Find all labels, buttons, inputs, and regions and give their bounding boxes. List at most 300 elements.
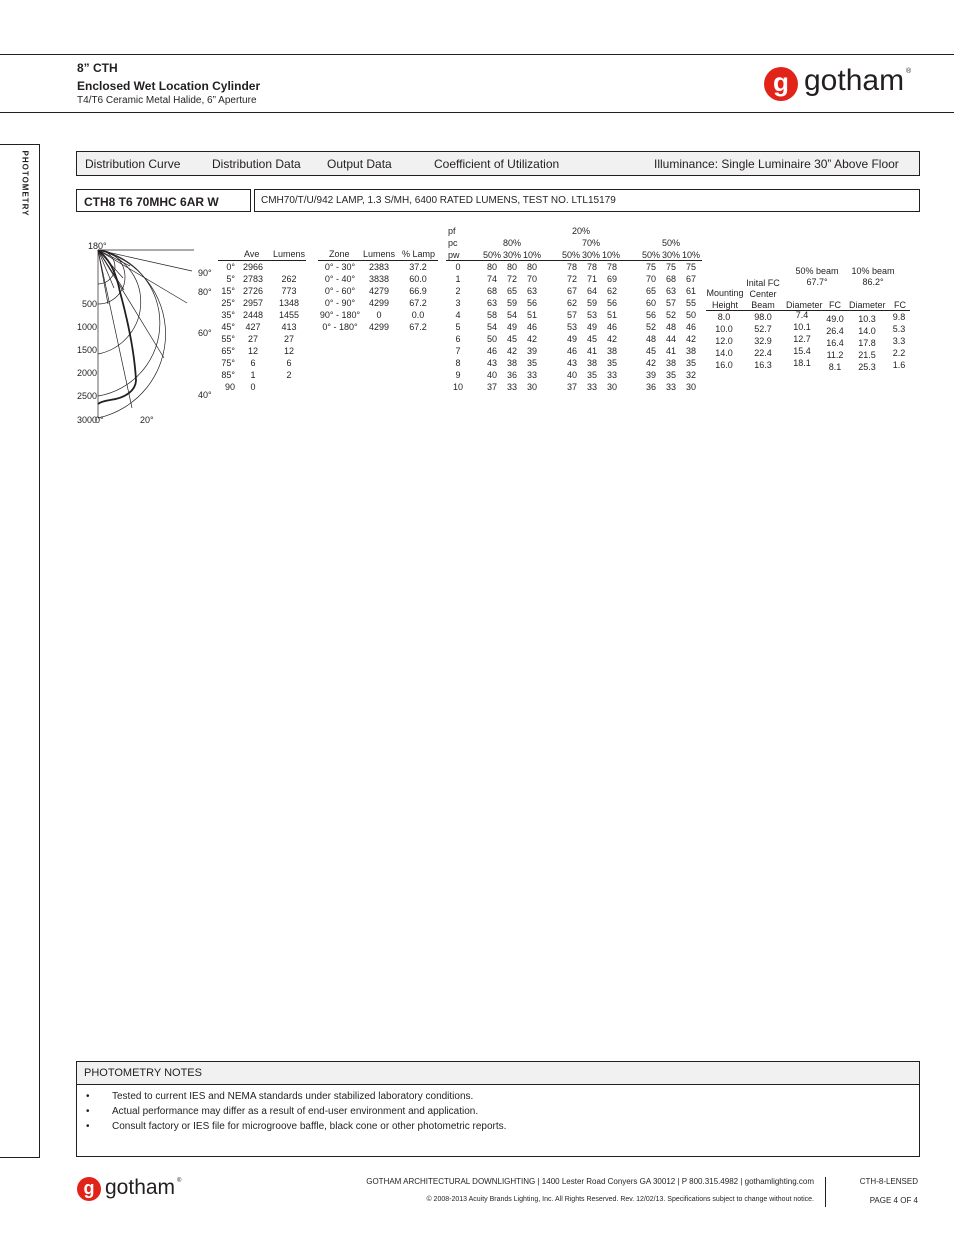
illum-col-fc10 (886, 311, 912, 371)
polar-candela-curve (98, 250, 136, 404)
cu-value: 35 (685, 358, 696, 368)
output-lumens: 4279 (368, 286, 390, 296)
cu-g2-c10 (602, 261, 622, 393)
cu-value: 75 (645, 262, 656, 272)
illum-d10: 25.3 (858, 362, 876, 372)
cu-rcr: 7 (455, 346, 461, 356)
illum-sub-fc-10: FC (894, 300, 906, 310)
output-lumens: 2383 (368, 262, 390, 272)
dist-ave: 427 (245, 322, 261, 332)
output-zone: 0° - 40° (324, 274, 356, 284)
cu-value: 42 (526, 334, 537, 344)
cu-value: 33 (506, 382, 517, 392)
dist-angle: 35° (221, 310, 235, 320)
cu-value: 35 (606, 358, 617, 368)
polar-radial-1000: 1000 (76, 322, 97, 332)
cu-value: 42 (685, 334, 696, 344)
cu-value: 39 (645, 370, 656, 380)
dist-col-angle (215, 261, 235, 393)
cu-rcr: 3 (455, 298, 461, 308)
polar-ring-2500 (98, 250, 166, 418)
cu-label-pc: pc (448, 238, 458, 248)
cu-value: 67 (566, 286, 577, 296)
cu-value: 53 (586, 310, 597, 320)
cu-value: 38 (685, 346, 696, 356)
illum-d10: 14.0 (858, 326, 876, 336)
footer-divider (825, 1177, 826, 1207)
illum-sub-fc-50: FC (829, 300, 841, 310)
dist-angle: 5° (226, 274, 235, 284)
dist-angle: 25° (221, 298, 235, 308)
cu-value: 49 (586, 322, 597, 332)
catalog-number: CTH8 T6 70MHC 6AR W (84, 195, 219, 209)
cu-g1-c50 (482, 261, 502, 393)
illum-fc50: 49.0 (826, 314, 844, 324)
cu-pw-g1-30: 30% (503, 250, 522, 260)
cu-value: 57 (566, 310, 577, 320)
cu-value: 38 (665, 358, 676, 368)
side-rule (39, 144, 40, 1157)
illum-d50: 18.1 (793, 358, 811, 368)
illum-fc10: 9.8 (892, 312, 906, 322)
cu-value: 51 (526, 310, 537, 320)
cu-value: 71 (586, 274, 597, 284)
cu-value: 42 (606, 334, 617, 344)
polar-radial-500: 500 (81, 299, 97, 309)
cu-g3-c30 (661, 261, 681, 393)
illum-height: 10.0 (715, 324, 733, 334)
cu-value: 45 (645, 346, 656, 356)
dist-ave: 2966 (242, 262, 264, 272)
illum-initial-fc: 16.3 (754, 360, 772, 370)
cu-value: 35 (665, 370, 676, 380)
cu-value: 64 (586, 286, 597, 296)
footer-brand-reg: ® (177, 1178, 182, 1184)
cu-value: 59 (506, 298, 517, 308)
cu-rcr: 8 (455, 358, 461, 368)
illum-d50: 10.1 (793, 322, 811, 332)
output-pct: 67.2 (409, 298, 427, 308)
illum-height: 16.0 (715, 360, 733, 370)
illum-header-initial-2: Center (749, 289, 777, 299)
header-logo (764, 64, 914, 102)
dist-angle: 85° (221, 370, 235, 380)
lamp-info-box (254, 189, 920, 212)
cu-value: 52 (665, 310, 676, 320)
tab-distribution-curve[interactable]: Distribution Curve (85, 157, 181, 171)
product-size: 8” CTH (77, 61, 118, 75)
cu-value: 40 (566, 370, 577, 380)
cu-rcr: 6 (455, 334, 461, 344)
cu-pc-70: 70% (582, 238, 601, 248)
cu-rcr: 0 (455, 262, 461, 272)
illum-d10: 10.3 (858, 314, 876, 324)
cu-g1-c10 (522, 261, 542, 393)
footer-copyright: © 2008-2013 Acuity Brands Lighting, Inc. All Rights Reserved. Rev. 12/02/13. Specifications subject to change without notice. (426, 1196, 814, 1203)
cu-g1-c30 (502, 261, 522, 393)
notes-box (76, 1061, 920, 1157)
dist-lumens: 12 (283, 346, 294, 356)
dist-angle: 90 (224, 382, 235, 392)
cu-value: 38 (586, 358, 597, 368)
dist-ave: 0 (250, 382, 256, 392)
polar-radial-1500: 1500 (76, 345, 97, 355)
illum-fc50: 8.1 (828, 362, 842, 372)
illum-fc10: 3.3 (892, 336, 906, 346)
note-item: Actual performance may differ as a result of end-user environment and application. (112, 1106, 479, 1117)
footer-page: PAGE 4 OF 4 (869, 1196, 918, 1205)
cu-g3-c10 (681, 261, 701, 393)
illum-col-fc50 (820, 313, 850, 373)
cu-value: 49 (566, 334, 577, 344)
cu-value: 51 (606, 310, 617, 320)
output-header-zone: Zone (329, 249, 350, 259)
illum-initial-fc: 98.0 (754, 312, 772, 322)
cu-value: 33 (526, 370, 537, 380)
polar-angle-80: 80° (198, 287, 212, 297)
output-header-lumens: Lumens (363, 249, 396, 259)
output-zone: 0° - 180° (322, 322, 358, 332)
cu-value: 63 (486, 298, 497, 308)
cu-value: 56 (645, 310, 656, 320)
dist-lumens: 1455 (278, 310, 300, 320)
tab-coefficient-of-utilization[interactable]: Coefficient of Utilization (434, 157, 560, 171)
footer-brand: gotham (105, 1176, 176, 1199)
tab-illuminance[interactable]: Illuminance: Single Luminaire 30” Above Floor (654, 157, 899, 171)
cu-rcr: 1 (455, 274, 461, 284)
illum-header-beam10-2: 86.2° (862, 277, 884, 287)
cu-value: 80 (506, 262, 517, 272)
output-lumens: 3838 (368, 274, 390, 284)
polar-radial-3000: 3000 (77, 415, 98, 425)
note-item: Tested to current IES and NEMA standards under stabilized laboratory conditions. (112, 1091, 474, 1102)
illum-fc50: 16.4 (826, 338, 844, 348)
footer-gotham-logo-icon: g (77, 1177, 101, 1201)
cu-pw-g2-50: 50% (562, 250, 581, 260)
cu-value: 38 (506, 358, 517, 368)
cu-value: 36 (645, 382, 656, 392)
polar-radial-2500: 2500 (76, 391, 97, 401)
output-pct: 67.2 (409, 322, 427, 332)
dist-ave: 2783 (242, 274, 264, 284)
dist-header-lumens: Lumens (273, 249, 306, 259)
side-label: PHOTOMETRY (20, 150, 30, 217)
illum-col-d50 (786, 309, 818, 369)
cu-g3-c50 (641, 261, 661, 393)
cu-value: 65 (645, 286, 656, 296)
illum-header-initial-1: Inital FC (746, 278, 780, 288)
dist-angle: 0° (226, 262, 235, 272)
cu-value: 37 (486, 382, 497, 392)
illum-height: 8.0 (717, 312, 731, 322)
output-col-pct (403, 261, 433, 333)
cu-value: 69 (606, 274, 617, 284)
cu-value: 68 (665, 274, 676, 284)
cu-value: 41 (665, 346, 676, 356)
cu-value: 42 (506, 346, 517, 356)
cu-value: 70 (645, 274, 656, 284)
cu-rcr: 5 (455, 322, 461, 332)
cu-value: 50 (486, 334, 497, 344)
output-col-zone (316, 261, 364, 333)
cu-rcr: 2 (455, 286, 461, 296)
dist-lumens: 262 (281, 274, 297, 284)
cu-value: 35 (586, 370, 597, 380)
footer-address: GOTHAM ARCHITECTURAL DOWNLIGHTING | 1400 Lester Road Conyers GA 30012 | P 800.315.4982 | gothamlighting.com (366, 1177, 814, 1186)
cu-value: 56 (606, 298, 617, 308)
header-bottom-rule (0, 112, 954, 113)
product-title: Enclosed Wet Location Cylinder (77, 79, 261, 93)
product-subtitle: T4/T6 Ceramic Metal Halide, 6” Aperture (77, 95, 257, 106)
cu-label-pf: pf (448, 226, 456, 236)
note-item: Consult factory or IES file for microgroove baffle, black cone or other photometric reports. (112, 1121, 507, 1132)
cu-value: 45 (586, 334, 597, 344)
dist-ave: 6 (250, 358, 256, 368)
cu-value: 68 (486, 286, 497, 296)
cu-value: 30 (685, 382, 696, 392)
polar-plot (96, 248, 200, 420)
illum-col-height (706, 311, 742, 371)
cu-value: 75 (665, 262, 676, 272)
note-bullet: • (86, 1121, 90, 1132)
polar-ray-60 (98, 250, 187, 303)
output-zone: 0° - 90° (324, 298, 356, 308)
cu-value: 80 (526, 262, 537, 272)
cu-g2-c30 (582, 261, 602, 393)
illum-col-initial-fc (745, 311, 781, 371)
cu-value: 56 (526, 298, 537, 308)
output-pct: 66.9 (409, 286, 427, 296)
cu-value: 45 (506, 334, 517, 344)
illum-sub-diameter-10: Diameter (849, 300, 886, 310)
cu-value: 65 (506, 286, 517, 296)
polar-angle-90: 90° (198, 268, 212, 278)
cu-value: 35 (526, 358, 537, 368)
illum-header-beam10-1: 10% beam (851, 266, 895, 276)
header-brand: gotham (804, 64, 905, 97)
dist-ave: 2726 (242, 286, 264, 296)
output-zone: 90° - 180° (319, 310, 361, 320)
output-pct: 0.0 (411, 310, 425, 320)
dist-angle: 65° (221, 346, 235, 356)
output-pct: 60.0 (409, 274, 427, 284)
illum-height: 14.0 (715, 348, 733, 358)
tab-output-data[interactable]: Output Data (327, 157, 392, 171)
cu-value: 80 (486, 262, 497, 272)
dist-angle: 55° (221, 334, 235, 344)
dist-ave: 2448 (242, 310, 264, 320)
illum-d50: 15.4 (793, 346, 811, 356)
gotham-logo-icon: g (764, 67, 798, 101)
cu-value: 33 (586, 382, 597, 392)
cu-pw-g3-30: 30% (662, 250, 681, 260)
output-col-lumens (364, 261, 394, 333)
cu-value: 38 (606, 346, 617, 356)
polar-top-label: 180° (88, 241, 107, 251)
cu-value: 50 (685, 310, 696, 320)
polar-angle-20: 20° (140, 415, 154, 425)
illum-header-initial-3: Beam (751, 300, 775, 310)
cu-value: 75 (685, 262, 696, 272)
cu-value: 54 (486, 322, 497, 332)
side-bottom-rule (0, 1157, 40, 1158)
polar-angle-60: 60° (198, 328, 212, 338)
cu-value: 46 (606, 322, 617, 332)
cu-value: 74 (486, 274, 497, 284)
cu-value: 78 (586, 262, 597, 272)
cu-value: 44 (665, 334, 676, 344)
polar-radial-2000: 2000 (76, 368, 97, 378)
cu-value: 46 (566, 346, 577, 356)
illum-sub-diameter-50: Diameter (786, 300, 823, 310)
cu-value: 30 (526, 382, 537, 392)
catalog-number-box (76, 189, 251, 212)
output-header-pct: % Lamp (402, 249, 436, 259)
dist-lumens: 413 (281, 322, 297, 332)
dist-col-lumens (274, 273, 304, 381)
cu-value: 33 (665, 382, 676, 392)
dist-ave: 2957 (242, 298, 264, 308)
cu-pw-g2-10: 10% (602, 250, 621, 260)
cu-value: 63 (526, 286, 537, 296)
cu-value: 54 (506, 310, 517, 320)
polar-angle-40: 40° (198, 390, 212, 400)
cu-value: 48 (665, 322, 676, 332)
cu-value: 43 (486, 358, 497, 368)
cu-value: 33 (606, 370, 617, 380)
section-tabs (76, 151, 920, 176)
cu-value: 61 (685, 286, 696, 296)
cu-value: 62 (606, 286, 617, 296)
notes-title: PHOTOMETRY NOTES (84, 1067, 202, 1079)
cu-pw-g3-50: 50% (642, 250, 661, 260)
cu-value: 41 (586, 346, 597, 356)
cu-pc-50: 50% (662, 238, 681, 248)
cu-value: 55 (685, 298, 696, 308)
cu-pc-80: 80% (503, 238, 522, 248)
lamp-info: CMH70/T/U/942 LAMP, 1.3 S/MH, 6400 RATED LUMENS, TEST NO. LTL15179 (261, 195, 616, 206)
cu-value: 46 (685, 322, 696, 332)
polar-grid (98, 250, 194, 418)
illum-d50: 12.7 (793, 334, 811, 344)
illum-fc10: 2.2 (892, 348, 906, 358)
illum-header-height: Height (711, 300, 738, 310)
cu-value: 62 (566, 298, 577, 308)
cu-value: 40 (486, 370, 497, 380)
output-pct: 37.2 (409, 262, 427, 272)
cu-value: 53 (566, 322, 577, 332)
illum-initial-fc: 52.7 (754, 324, 772, 334)
dist-angle: 75° (221, 358, 235, 368)
illum-header-beam50-1: 50% beam (795, 266, 839, 276)
cu-value: 48 (645, 334, 656, 344)
illum-d50: 7.4 (795, 310, 809, 320)
dist-ave: 27 (247, 334, 258, 344)
dist-lumens: 27 (283, 334, 294, 344)
cu-pw-g2-30: 30% (582, 250, 601, 260)
cu-label-pw: pw (448, 250, 460, 260)
dist-lumens: 6 (286, 358, 292, 368)
cu-value: 70 (526, 274, 537, 284)
dist-lumens: 1348 (278, 298, 300, 308)
cu-value: 57 (665, 298, 676, 308)
cu-value: 78 (566, 262, 577, 272)
illum-height: 12.0 (715, 336, 733, 346)
dist-ave: 1 (250, 370, 256, 380)
note-bullet: • (86, 1091, 90, 1102)
output-lumens: 4299 (368, 298, 390, 308)
output-zone: 0° - 60° (324, 286, 356, 296)
output-lumens: 0 (376, 310, 382, 320)
cu-value: 43 (566, 358, 577, 368)
tab-distribution-data[interactable]: Distribution Data (212, 157, 301, 171)
notes-header (77, 1062, 919, 1085)
dist-angle: 45° (221, 322, 235, 332)
cu-value: 42 (645, 358, 656, 368)
cu-pw-g1-50: 50% (483, 250, 502, 260)
dist-col-ave (238, 261, 268, 393)
header-top-rule (0, 54, 954, 55)
cu-value: 46 (526, 322, 537, 332)
illum-initial-fc: 32.9 (754, 336, 772, 346)
cu-value: 72 (506, 274, 517, 284)
illum-header-mounting: Mounting (706, 288, 744, 298)
footer-doc-id: CTH-8-LENSED (859, 1177, 918, 1186)
cu-col-rcr (448, 261, 468, 393)
cu-value: 37 (566, 382, 577, 392)
cu-rcr: 9 (455, 370, 461, 380)
illum-fc50: 26.4 (826, 326, 844, 336)
cu-value: 63 (665, 286, 676, 296)
cu-pw-g3-10: 10% (682, 250, 701, 260)
cu-value: 36 (506, 370, 517, 380)
cu-value: 32 (685, 370, 696, 380)
cu-value: 46 (486, 346, 497, 356)
illum-initial-fc: 22.4 (754, 348, 772, 358)
output-zone: 0° - 30° (324, 262, 356, 272)
illum-fc50: 11.2 (826, 350, 844, 360)
cu-value: 52 (645, 322, 656, 332)
cu-value: 78 (606, 262, 617, 272)
cu-value: 72 (566, 274, 577, 284)
cu-value: 59 (586, 298, 597, 308)
footer-logo (77, 1175, 187, 1203)
illum-col-d10 (852, 313, 882, 373)
cu-g2-c50 (562, 261, 582, 393)
dist-ave: 12 (247, 346, 258, 356)
dist-header-ave: Ave (244, 249, 260, 259)
cu-value: 58 (486, 310, 497, 320)
illum-d10: 17.8 (858, 338, 876, 348)
cu-value: 67 (685, 274, 696, 284)
cu-pf-value: 20% (572, 226, 591, 236)
illum-header-beam50-2: 67.7° (806, 277, 828, 287)
note-bullet: • (86, 1106, 90, 1117)
dist-lumens: 773 (281, 286, 297, 296)
cu-value: 30 (606, 382, 617, 392)
dist-lumens: 2 (286, 370, 292, 380)
dist-angle: 15° (221, 286, 235, 296)
cu-pw-g1-10: 10% (523, 250, 542, 260)
cu-value: 49 (506, 322, 517, 332)
cu-rcr: 10 (452, 382, 463, 392)
illum-fc10: 1.6 (892, 360, 906, 370)
illum-fc10: 5.3 (892, 324, 906, 334)
cu-value: 60 (645, 298, 656, 308)
illum-d10: 21.5 (858, 350, 876, 360)
cu-value: 39 (526, 346, 537, 356)
output-lumens: 4299 (368, 322, 390, 332)
